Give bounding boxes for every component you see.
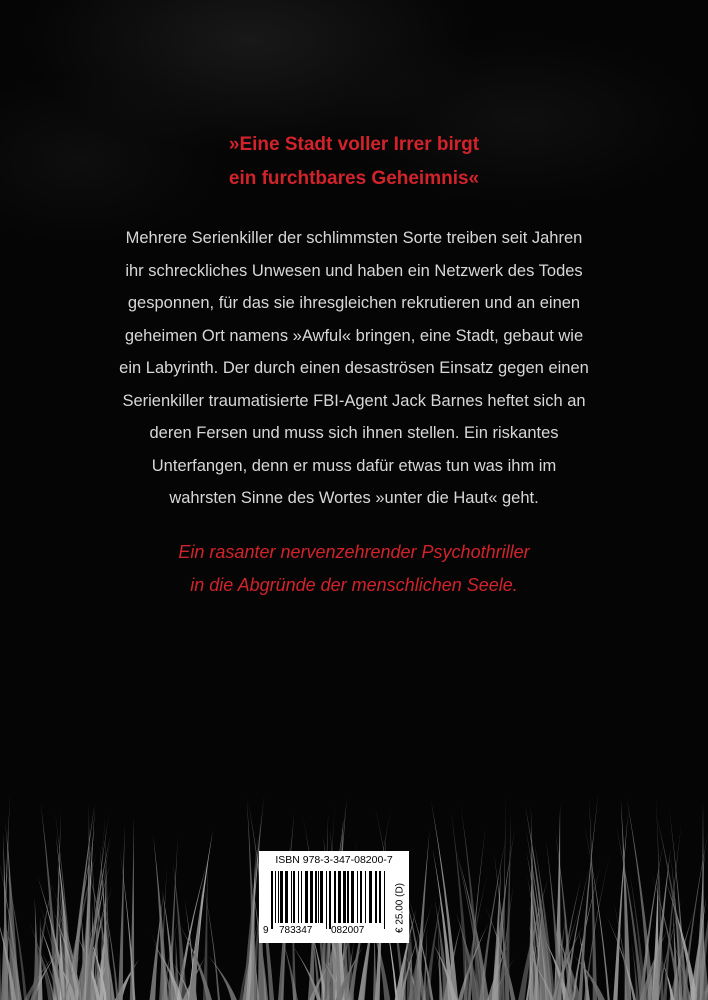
price-text: € 25.00 (D) <box>394 882 406 934</box>
barcode-digit-first: 9 <box>263 925 269 936</box>
tagline <box>0 536 708 602</box>
headline-line-2: ein furchtbares Geheimnis« <box>228 168 480 189</box>
blurb-line: geheimen Ort namens »Awful« bringen, eine Stadt, gebaut wie <box>124 326 584 345</box>
blurb-line: wahrsten Sinne des Wortes »unter die Haut« geht. <box>169 489 539 507</box>
barcode-digits <box>259 925 409 939</box>
blurb <box>0 222 708 515</box>
barcode-label <box>259 851 409 943</box>
tagline-line-1: Ein rasanter nervenzehrender Psychothriller <box>178 542 530 562</box>
blurb-line: Mehrere Serienkiller der schlimmsten Sorte treiben seit Jahren <box>125 229 583 247</box>
price-vertical <box>393 877 407 939</box>
barcode-digit-group-1: 783347 <box>279 925 313 936</box>
blurb-line: Serienkiller traumatisierte FBI-Agent Jack Barnes heftet sich an <box>122 391 586 410</box>
blurb-line: deren Fersen und muss sich ihnen stellen. Ein riskantes <box>149 424 559 442</box>
headline-line-1: »Eine Stadt voller Irrer birgt <box>228 134 480 155</box>
blurb-line: Unterfangen, denn er muss dafür etwas tun was ihm im <box>151 456 557 475</box>
tagline-line-2: in die Abgründe der menschlichen Seele. <box>190 575 518 595</box>
barcode-bars <box>271 871 389 929</box>
blurb-line: ein Labyrinth. Der durch einen desaströsen Einsatz gegen einen <box>119 359 589 377</box>
blurb-line: gesponnen, für das sie ihresgleichen rekrutieren und an einen <box>127 294 581 312</box>
headline <box>0 128 708 196</box>
barcode-digit-group-2: 082007 <box>331 925 365 936</box>
blurb-line: ihr schreckliches Unwesen und haben ein Netzwerk des Todes <box>125 261 583 280</box>
isbn-text: ISBN 978-3-347-08200-7 <box>275 854 393 866</box>
